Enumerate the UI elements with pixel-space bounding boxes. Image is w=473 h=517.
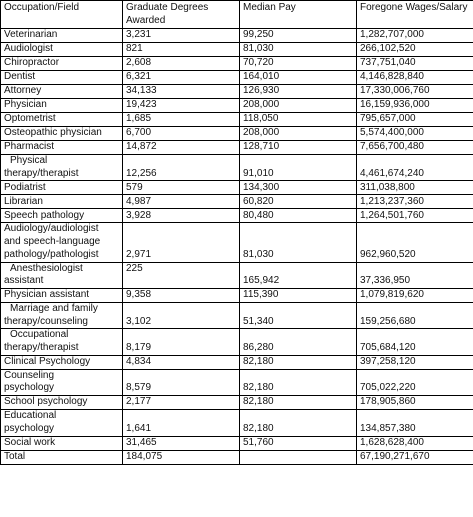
header-foregone-wages[interactable]: Foregone Wages/Salary (357, 1, 473, 29)
cell-foregone-wages[interactable]: 134,857,380 (357, 410, 473, 436)
table-row (1, 85, 473, 99)
cell-occupation[interactable]: Clinical Psychology (1, 355, 123, 369)
table-row (1, 57, 473, 71)
cell-occupation[interactable]: Anesthesiologist assistant (1, 262, 123, 288)
cell-degrees[interactable]: 12,256 (123, 155, 240, 181)
cell-degrees[interactable]: 3,231 (123, 29, 240, 43)
cell-occupation[interactable]: Marriage and family therapy/counseling (1, 302, 123, 328)
cell-foregone-wages[interactable]: 5,574,400,000 (357, 127, 473, 141)
cell-occupation[interactable]: Physician assistant (1, 288, 123, 302)
table-row (1, 127, 473, 141)
table-row (1, 155, 473, 181)
cell-occupation[interactable]: Chiropractor (1, 57, 123, 71)
cell-degrees[interactable]: 14,872 (123, 141, 240, 155)
cell-median-pay[interactable]: 51,760 (240, 436, 357, 450)
cell-occupation[interactable]: School psychology (1, 396, 123, 410)
table-row (1, 410, 473, 436)
cell-occupation[interactable]: Pharmacist (1, 141, 123, 155)
cell-median-pay[interactable]: 128,710 (240, 141, 357, 155)
cell-median-pay[interactable]: 208,000 (240, 99, 357, 113)
cell-occupation[interactable]: Physician (1, 99, 123, 113)
table-row (1, 113, 473, 127)
table-row (1, 209, 473, 223)
cell-degrees[interactable]: 19,423 (123, 99, 240, 113)
cell-occupation[interactable]: Occupational therapy/therapist (1, 329, 123, 355)
cell-median-pay[interactable]: 60,820 (240, 195, 357, 209)
cell-foregone-wages[interactable]: 1,628,628,400 (357, 436, 473, 450)
cell-median-pay[interactable]: 82,180 (240, 396, 357, 410)
cell-degrees[interactable]: 31,465 (123, 436, 240, 450)
cell-foregone-wages[interactable]: 1,264,501,760 (357, 209, 473, 223)
table-row (1, 355, 473, 369)
cell-median-pay[interactable]: 134,300 (240, 181, 357, 195)
cell-foregone-wages[interactable]: 705,684,120 (357, 329, 473, 355)
cell-foregone-wages[interactable]: 178,905,860 (357, 396, 473, 410)
cell-occupation[interactable]: Physical therapy/therapist (1, 155, 123, 181)
table-row (1, 43, 473, 57)
cell-median-pay[interactable]: 164,010 (240, 71, 357, 85)
cell-foregone-wages[interactable]: 4,146,828,840 (357, 71, 473, 85)
cell-median-pay[interactable]: 99,250 (240, 29, 357, 43)
cell-degrees[interactable]: 2,971 (123, 223, 240, 262)
cell-occupation[interactable]: Osteopathic physician (1, 127, 123, 141)
cell-median-pay[interactable]: 118,050 (240, 113, 357, 127)
cell-degrees[interactable]: 9,358 (123, 288, 240, 302)
table-row (1, 369, 473, 395)
cell-median-pay[interactable]: 126,930 (240, 85, 357, 99)
header-row (1, 1, 473, 29)
cell-foregone-wages[interactable]: 67,190,271,670 (357, 450, 473, 464)
table-body (1, 29, 473, 465)
cell-median-pay[interactable]: 82,180 (240, 410, 357, 436)
cell-foregone-wages[interactable]: 311,038,800 (357, 181, 473, 195)
cell-occupation[interactable]: Social work (1, 436, 123, 450)
table-row (1, 141, 473, 155)
table-row (1, 71, 473, 85)
cell-foregone-wages[interactable]: 37,336,950 (357, 262, 473, 288)
cell-median-pay[interactable]: 81,030 (240, 43, 357, 57)
cell-median-pay[interactable]: 208,000 (240, 127, 357, 141)
cell-degrees[interactable]: 3,102 (123, 302, 240, 328)
table-row (1, 29, 473, 43)
cell-foregone-wages[interactable]: 266,102,520 (357, 43, 473, 57)
cell-median-pay[interactable]: 91,010 (240, 155, 357, 181)
cell-degrees[interactable]: 6,700 (123, 127, 240, 141)
cell-degrees[interactable]: 1,685 (123, 113, 240, 127)
cell-median-pay[interactable]: 115,390 (240, 288, 357, 302)
cell-median-pay[interactable] (240, 450, 357, 464)
cell-median-pay[interactable]: 51,340 (240, 302, 357, 328)
cell-occupation[interactable]: Optometrist (1, 113, 123, 127)
cell-occupation[interactable]: Counseling psychology (1, 369, 123, 395)
cell-foregone-wages[interactable]: 17,330,006,760 (357, 85, 473, 99)
header-median-pay[interactable]: Median Pay (240, 1, 357, 29)
cell-median-pay[interactable]: 165,942 (240, 262, 357, 288)
table-row (1, 288, 473, 302)
table-row (1, 396, 473, 410)
cell-occupation[interactable]: Audiology/audiologist and speech-language pathology/pathologist (1, 223, 123, 262)
cell-median-pay[interactable]: 82,180 (240, 369, 357, 395)
cell-median-pay[interactable]: 86,280 (240, 329, 357, 355)
cell-foregone-wages[interactable]: 795,657,000 (357, 113, 473, 127)
cell-degrees[interactable]: 579 (123, 181, 240, 195)
cell-degrees[interactable]: 1,641 (123, 410, 240, 436)
cell-foregone-wages[interactable]: 962,960,520 (357, 223, 473, 262)
cell-occupation[interactable]: Total (1, 450, 123, 464)
cell-foregone-wages[interactable]: 737,751,040 (357, 57, 473, 71)
cell-foregone-wages[interactable]: 4,461,674,240 (357, 155, 473, 181)
cell-occupation[interactable]: Audiologist (1, 43, 123, 57)
cell-degrees[interactable]: 3,928 (123, 209, 240, 223)
table-row (1, 262, 473, 288)
cell-degrees[interactable]: 8,579 (123, 369, 240, 395)
header-degrees[interactable]: Graduate Degrees Awarded (123, 1, 240, 29)
cell-degrees[interactable]: 225 (123, 262, 240, 288)
cell-foregone-wages[interactable]: 397,258,120 (357, 355, 473, 369)
table-row (1, 436, 473, 450)
cell-foregone-wages[interactable]: 1,079,819,620 (357, 288, 473, 302)
cell-degrees[interactable]: 184,075 (123, 450, 240, 464)
table-row (1, 195, 473, 209)
cell-occupation[interactable]: Educational psychology (1, 410, 123, 436)
cell-occupation[interactable]: Podiatrist (1, 181, 123, 195)
cell-occupation[interactable]: Veterinarian (1, 29, 123, 43)
table-row (1, 181, 473, 195)
cell-degrees[interactable]: 821 (123, 43, 240, 57)
cell-median-pay[interactable]: 81,030 (240, 223, 357, 262)
cell-median-pay[interactable]: 80,480 (240, 209, 357, 223)
table-row (1, 99, 473, 113)
cell-occupation[interactable]: Librarian (1, 195, 123, 209)
cell-degrees[interactable]: 34,133 (123, 85, 240, 99)
cell-foregone-wages[interactable]: 7,656,700,480 (357, 141, 473, 155)
cell-degrees[interactable]: 6,321 (123, 71, 240, 85)
cell-occupation[interactable]: Speech pathology (1, 209, 123, 223)
cell-degrees[interactable]: 8,179 (123, 329, 240, 355)
cell-degrees[interactable]: 2,177 (123, 396, 240, 410)
header-occupation[interactable]: Occupation/Field (1, 1, 123, 29)
cell-foregone-wages[interactable]: 705,022,220 (357, 369, 473, 395)
cell-degrees[interactable]: 2,608 (123, 57, 240, 71)
cell-degrees[interactable]: 4,834 (123, 355, 240, 369)
cell-median-pay[interactable]: 70,720 (240, 57, 357, 71)
table-row (1, 302, 473, 328)
cell-degrees[interactable]: 4,987 (123, 195, 240, 209)
table-row (1, 450, 473, 464)
cell-occupation[interactable]: Dentist (1, 71, 123, 85)
table-row (1, 329, 473, 355)
cell-foregone-wages[interactable]: 1,282,707,000 (357, 29, 473, 43)
cell-foregone-wages[interactable]: 16,159,936,000 (357, 99, 473, 113)
table-row (1, 223, 473, 262)
cell-foregone-wages[interactable]: 1,213,237,360 (357, 195, 473, 209)
cell-occupation[interactable]: Attorney (1, 85, 123, 99)
cell-foregone-wages[interactable]: 159,256,680 (357, 302, 473, 328)
cell-median-pay[interactable]: 82,180 (240, 355, 357, 369)
